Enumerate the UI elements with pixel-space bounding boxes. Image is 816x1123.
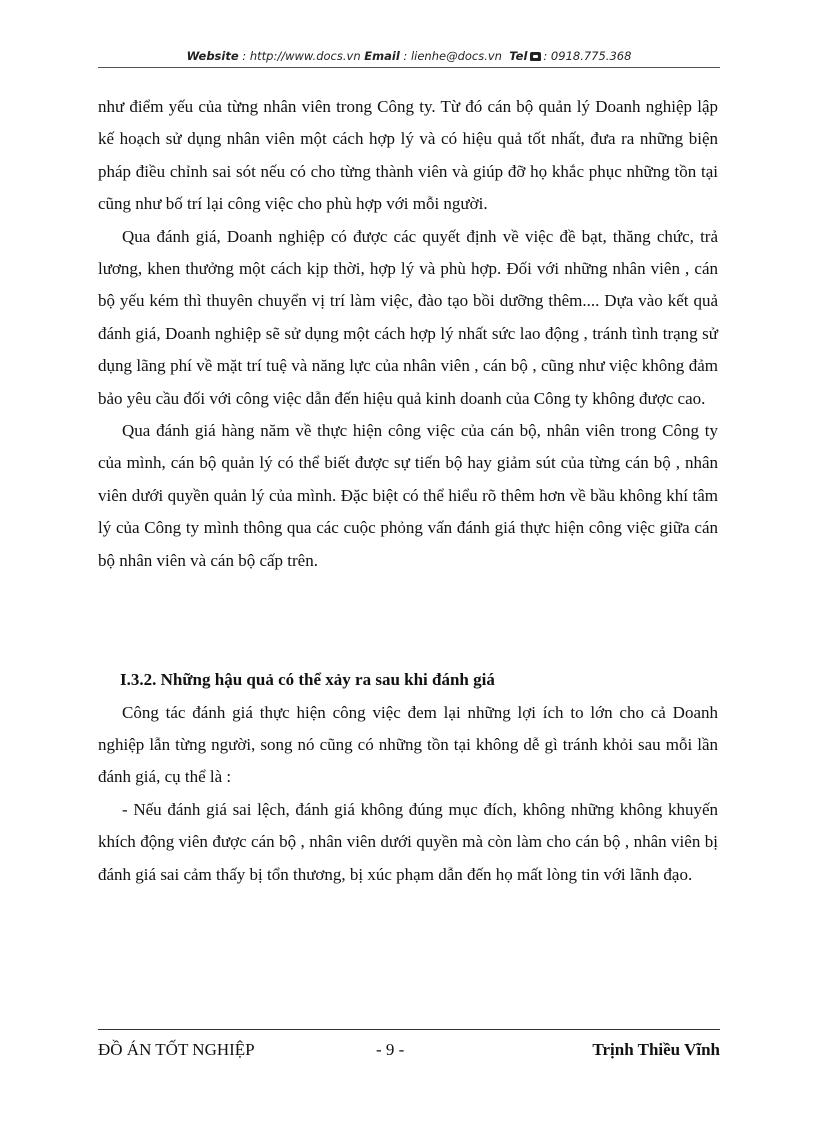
email-label: Email [364, 49, 400, 63]
tel-label: Tel [509, 49, 528, 63]
email-link[interactable]: lienhe@docs.vn [410, 49, 502, 63]
page-footer [98, 1038, 720, 1062]
website-link[interactable]: http://www.docs.vn [249, 49, 361, 63]
footer-author: Trịnh Thiều Vĩnh [592, 1040, 720, 1059]
footer-divider [98, 1029, 720, 1030]
bullet-paragraph: - Nếu đánh giá sai lệch, đánh giá không đúng mục đích, không những không khuyến khích động viên được cán bộ , nhân viên dưới quyền mà còn làm cho cán bộ , nhân viên bị đánh giá sai cảm thấy bị tổn thương, bị xúc phạm dẫn đến họ mất lòng tin với lãnh đạo. [98, 799, 718, 884]
body-paragraph: Qua đánh giá hàng năm về thực hiện công việc của cán bộ, nhân viên trong Công ty của mình, cán bộ quản lý có thể biết được sự tiến bộ hay giảm sút của từng cán bộ , nhân viên dưới quyền quản lý của mình. Đặc biệt có thể hiểu rõ thêm hơn về bầu không khí tâm lý của Công ty mình thông qua các cuộc phỏng vấn đánh giá thực hiện công việc giữa cán bộ nhân viên và cán bộ cấp trên. [98, 421, 718, 570]
section-gap [98, 577, 718, 664]
footer-document-title: ĐỒ ÁN TỐT NGHIỆP [98, 1040, 255, 1059]
website-separator: : [238, 49, 250, 63]
phone-icon [530, 52, 541, 61]
page-number: - 9 - [376, 1040, 405, 1059]
website-label: Website [186, 49, 239, 63]
tel-value: : 0918.775.368 [543, 49, 632, 63]
body-paragraph: Công tác đánh giá thực hiện công việc đem lại những lợi ích to lớn cho cả Doanh nghiệp lẫn từng người, song nó cũng có những tồn tại không dễ gì tránh khỏi sau mỗi lần đánh giá, cụ thể là : [98, 702, 718, 787]
body-paragraph: như điểm yếu của từng nhân viên trong Công ty. Từ đó cán bộ quản lý Doanh nghiệp lập kế hoạch sử dụng nhân viên một cách hợp lý và có hiệu quả tốt nhất, đưa ra những biện pháp điều chỉnh sai sót nếu có cho từng thành viên và giúp đỡ họ khắc phục những tồn tại cũng như bố trí lại công việc cho phù hợp với mỗi người. [98, 97, 718, 214]
section-heading: I.3.2. Những hậu quả có thể xảy ra sau khi đánh giá [120, 670, 495, 690]
page-header [98, 47, 720, 68]
email-separator: : [399, 49, 411, 63]
body-paragraph: Qua đánh giá, Doanh nghiệp có được các quyết định về việc đề bạt, thăng chức, trả lương, khen thưởng một cách kịp thời, hợp lý và phù hợp. Đối với những nhân viên , cán bộ yếu kém thì thuyên chuyển vị trí làm việc, đào tạo bồi dưỡng thêm.... Dựa vào kết quả đánh giá, Doanh nghiệp sẽ sử dụng một cách hợp lý nhất sức lao động , tránh tình trạng sử dụng lãng phí về mặt trí tuệ và năng lực của nhân viên , cán bộ , cũng như việc không đảm bảo yêu cầu đối với công việc dẫn đến hiệu quả kinh doanh của Công ty không được cao. [98, 226, 718, 408]
page-body [98, 91, 718, 891]
